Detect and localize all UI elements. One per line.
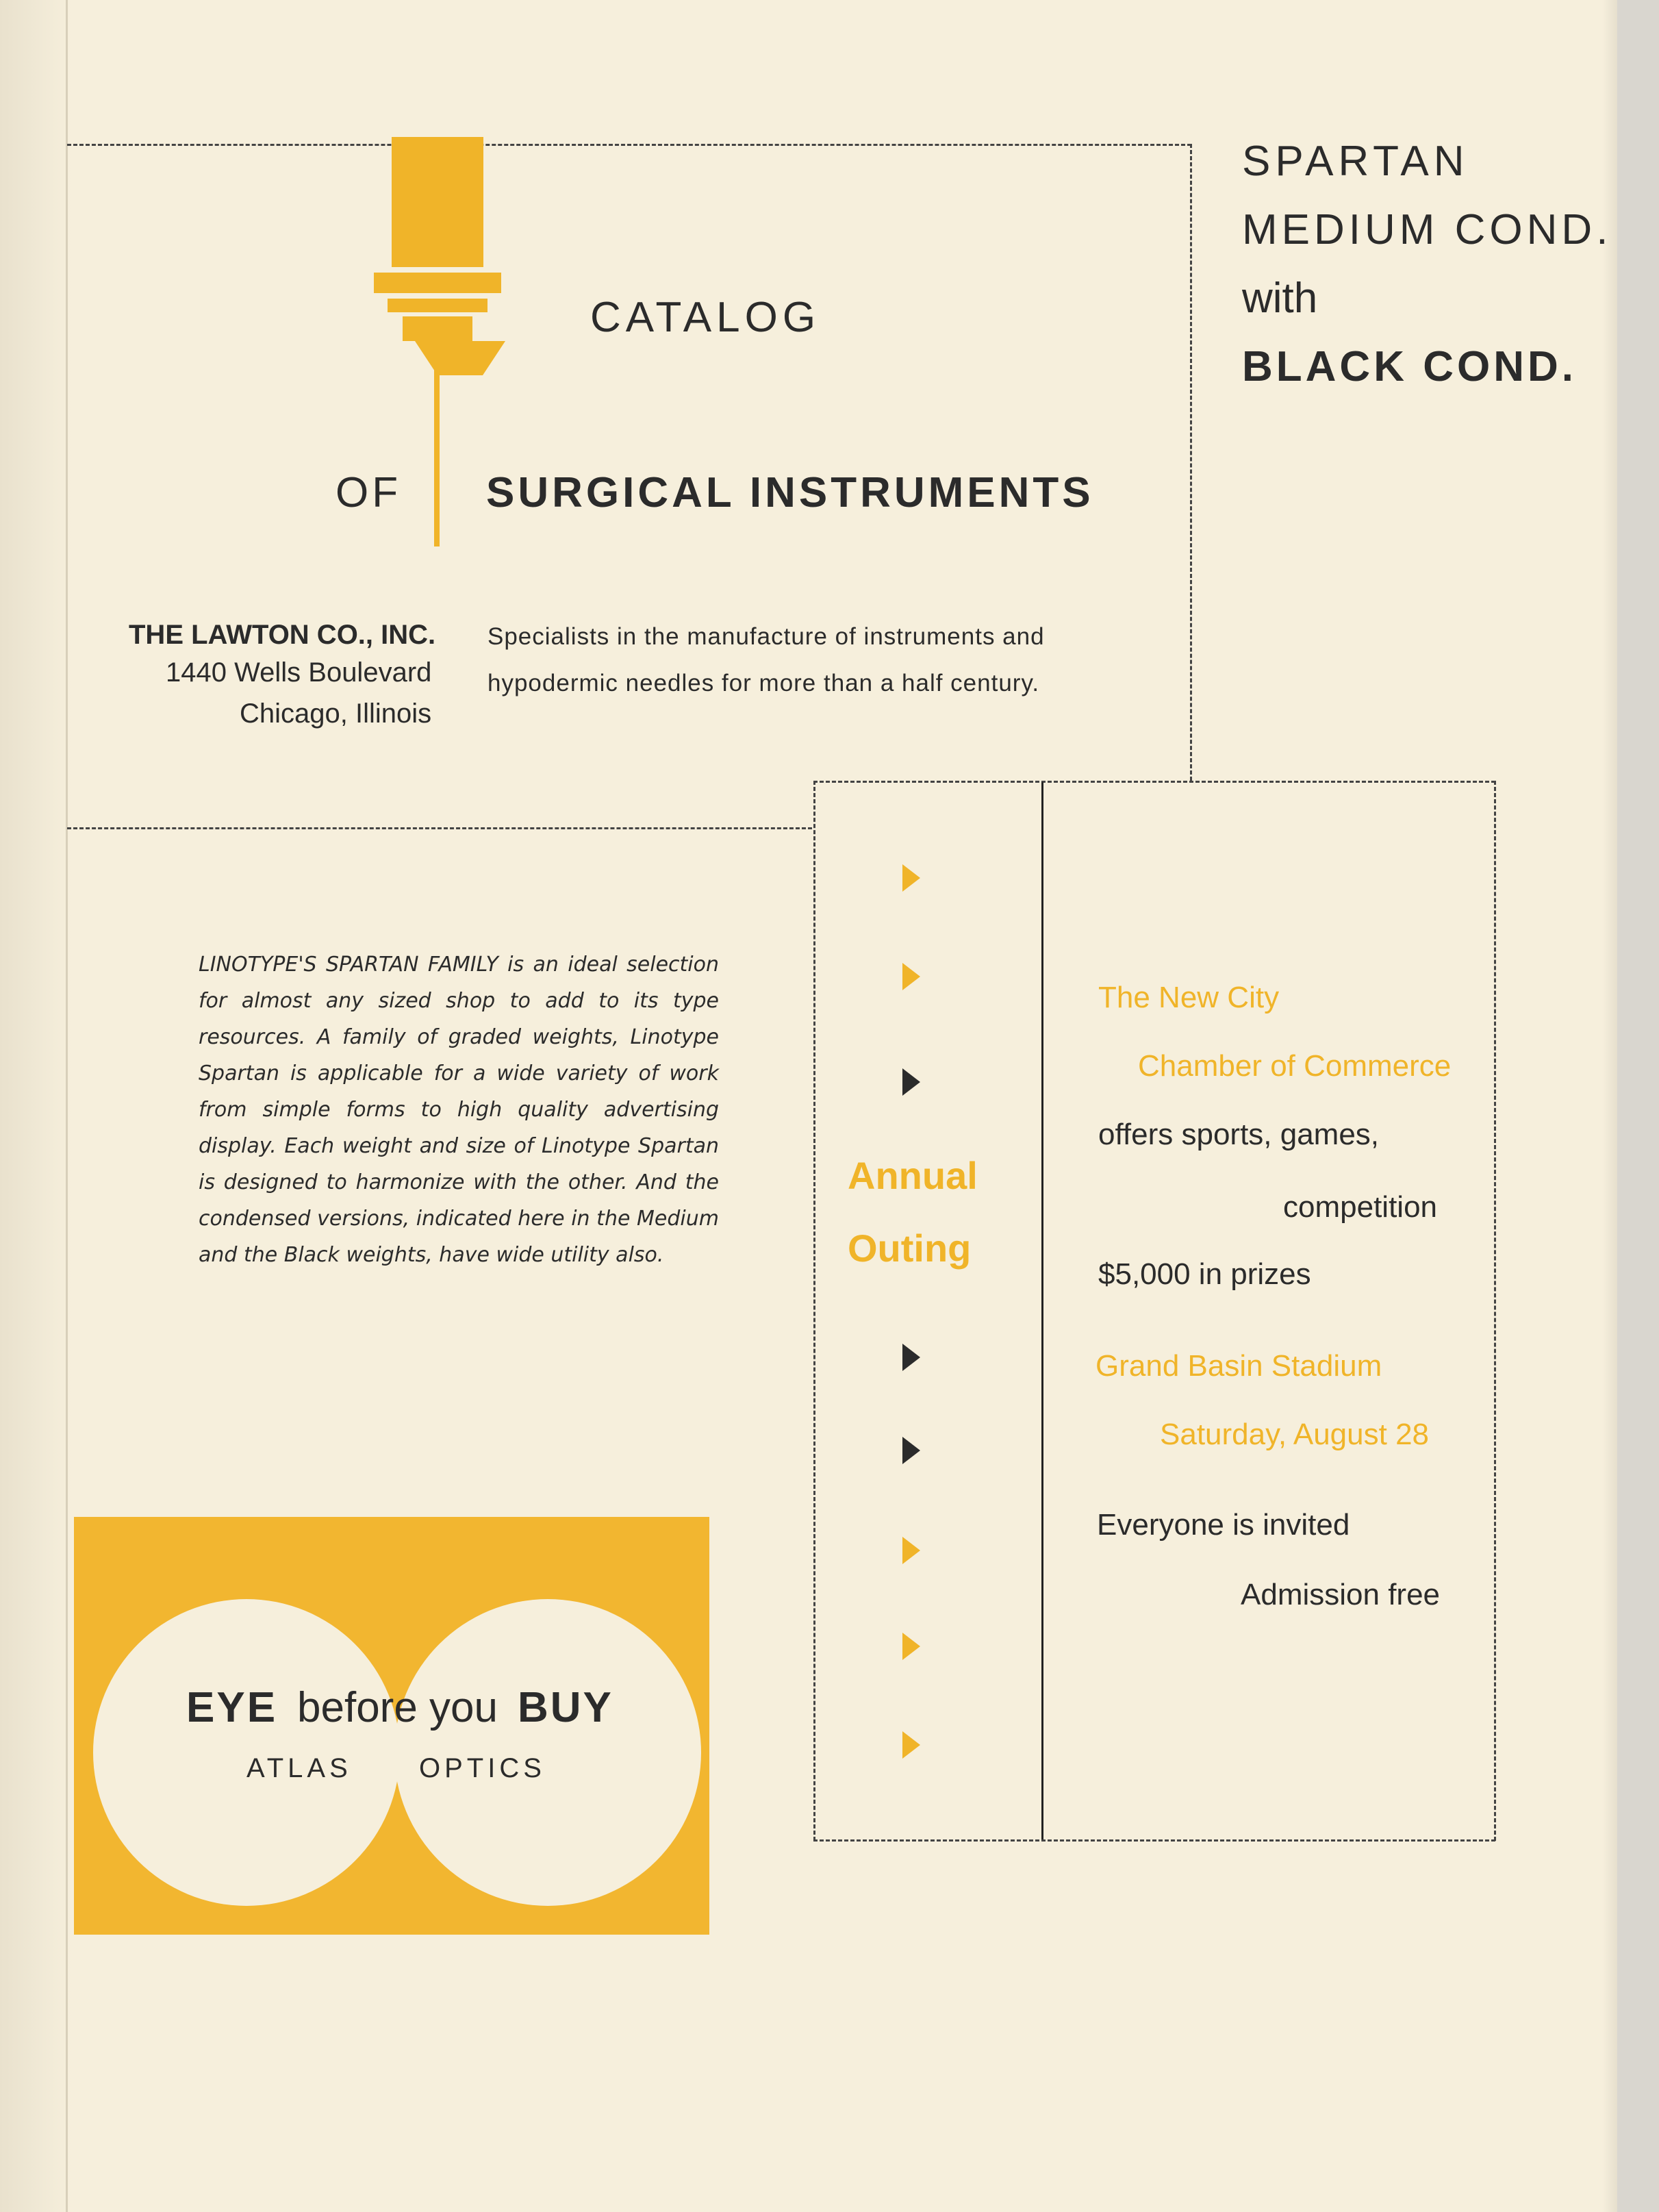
- gutter-fold: [66, 0, 68, 2212]
- optics-eye: EYE: [186, 1684, 278, 1731]
- middle-frame-line: [67, 827, 812, 829]
- specialists-line-1: Specialists in the manufacture of instruments and: [487, 623, 1045, 650]
- event-admission: Admission free: [1241, 1578, 1441, 1611]
- spec-medium-cond: MEDIUM COND.: [1242, 206, 1612, 253]
- event-invited: Everyone is invited: [1097, 1508, 1350, 1542]
- outing-arrow-icon: [902, 864, 920, 892]
- outing-arrow-icon: [902, 1068, 920, 1096]
- event-box-bottom: [813, 1839, 1495, 1842]
- catalog-title: CATALOG: [590, 294, 821, 341]
- event-date: Saturday, August 28: [1160, 1418, 1430, 1451]
- top-frame-right-line: [1190, 144, 1192, 781]
- paragraph-body: is an ideal selection for almost any sized shop to add to its type resources. A family of graded weights, Linotype Spartan is applicable for a wide variety of work from simple forms to high quality advertising display. Each weight and size of Linotype Spartan is designed to harmonize with the other. And the condensed versions, indicated here in the Medium and the Black weights, have wide utility also.: [199, 953, 719, 1267]
- company-city: Chicago, Illinois: [240, 699, 432, 729]
- optics-before-you: before you: [297, 1684, 498, 1731]
- event-chamber: Chamber of Commerce: [1138, 1049, 1452, 1083]
- page-edge: [1602, 0, 1617, 2212]
- company-name: THE LAWTON CO., INC.: [129, 620, 436, 650]
- outing-annual: Annual: [848, 1154, 978, 1197]
- spec-black-cond: BLACK COND.: [1242, 343, 1577, 390]
- outing-arrow-icon: [902, 963, 920, 990]
- event-new-city: The New City: [1098, 981, 1280, 1014]
- optics-buy: BUY: [518, 1684, 613, 1731]
- right-lens-circle: [394, 1599, 701, 1906]
- outing-arrow-icon: [902, 1537, 920, 1564]
- event-stadium: Grand Basin Stadium: [1096, 1349, 1382, 1383]
- outing-arrow-icon: [902, 1731, 920, 1759]
- event-box-divider: [1041, 782, 1043, 1839]
- company-address: 1440 Wells Boulevard: [166, 657, 432, 688]
- paragraph-lead: LINOTYPE'S SPARTAN FAMILY: [199, 953, 498, 977]
- event-box-right: [1494, 781, 1496, 1841]
- outing-arrow-icon: [902, 1344, 920, 1371]
- spartan-family-paragraph: [199, 946, 719, 1273]
- outing-arrow-icon: [902, 1633, 920, 1660]
- specialists-line-2: hypodermic needles for more than a half century.: [487, 670, 1040, 696]
- event-sports: offers sports, games,: [1098, 1118, 1380, 1151]
- optics-atlas: ATLAS: [246, 1753, 352, 1783]
- event-competition: competition: [1283, 1190, 1438, 1224]
- outing-arrow-icon: [902, 1437, 920, 1464]
- event-box-left: [813, 781, 815, 1841]
- spec-spartan: SPARTAN: [1242, 138, 1469, 185]
- optics-optics: OPTICS: [419, 1753, 546, 1783]
- left-lens-circle: [93, 1599, 400, 1906]
- outing-outing: Outing: [848, 1227, 972, 1270]
- top-frame-line: [67, 144, 1191, 146]
- catalog-surgical-instruments: SURGICAL INSTRUMENTS: [486, 469, 1094, 516]
- event-box-top: [813, 781, 1495, 783]
- page-gutter: [0, 0, 72, 2212]
- catalog-of: OF: [335, 469, 402, 516]
- spec-with: with: [1242, 275, 1318, 322]
- event-prizes: $5,000 in prizes: [1098, 1257, 1311, 1291]
